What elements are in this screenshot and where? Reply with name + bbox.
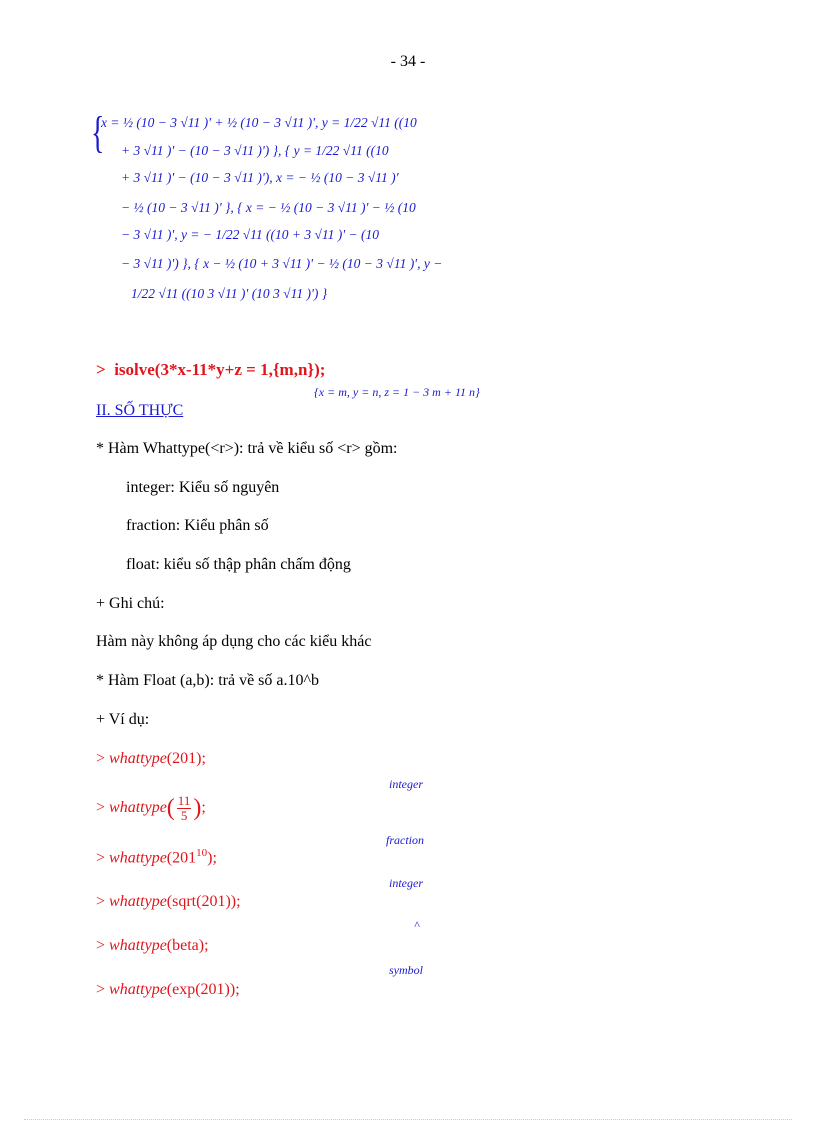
function-argument: (exp(201)); bbox=[166, 981, 240, 998]
prompt-symbol: > bbox=[96, 849, 106, 867]
command-terminator: ; bbox=[201, 799, 206, 817]
float-function: * Hàm Float (a,b): trả về số a.10^b bbox=[96, 672, 320, 689]
prompt-symbol: > bbox=[96, 750, 106, 767]
formula-line-7: 1/22 √11 ((10 3 √11 )' (10 3 √11 )') } bbox=[131, 286, 328, 301]
example-6-command bbox=[96, 981, 240, 999]
function-name: whattype bbox=[109, 981, 167, 998]
isolve-command bbox=[96, 360, 325, 380]
example-1-output: integer bbox=[389, 777, 423, 791]
example-4-output: ^ bbox=[414, 918, 420, 932]
function-argument: (201); bbox=[166, 750, 206, 767]
function-name: whattype bbox=[109, 937, 167, 954]
prompt-symbol: > bbox=[96, 893, 106, 910]
open-brace: { bbox=[91, 108, 105, 159]
example-4-command bbox=[96, 893, 241, 911]
formula-line-6: − 3 √11 )') }, { x − ½ (10 + 3 √11 )' − ½ (10 − 3 √11 )', y − bbox=[121, 256, 443, 271]
prompt-symbol: > bbox=[96, 981, 106, 998]
section-heading: II. SỐ THỰC bbox=[96, 402, 184, 419]
note-text: Hàm này không áp dụng cho các kiểu khác bbox=[96, 633, 372, 650]
formula-line-3: + 3 √11 )' − (10 − 3 √11 )'), x = − ½ (10 − 3 √11 )' bbox=[121, 170, 399, 185]
footer-divider bbox=[24, 1119, 792, 1120]
formula-line-4: − ½ (10 − 3 √11 )' }, { x = − ½ (10 − 3 √11 )' − ½ (10 bbox=[121, 200, 416, 215]
example-2-command: > whattype( $\frac{11}{5}$ ); bbox=[96, 793, 206, 823]
function-argument: (sqrt(201)); bbox=[166, 893, 241, 910]
example-1-command bbox=[96, 750, 206, 768]
example-5-output: symbol bbox=[389, 963, 423, 977]
command-terminator: ); bbox=[207, 849, 217, 867]
float-item: float: kiểu số thập phân chấm động bbox=[126, 556, 351, 573]
power-base: (201 bbox=[166, 849, 197, 867]
fraction-item: fraction: Kiểu phân số bbox=[126, 517, 269, 534]
formula-line-1: x = ½ (10 − 3 √11 )' + ½ (10 − 3 √11 )', y = 1/22 √11 ((10 bbox=[101, 115, 417, 130]
note-label: + Ghi chú: bbox=[96, 595, 165, 612]
formula-line-5: − 3 √11 )', y = − 1/22 √11 ((10 + 3 √11 )' − (10 bbox=[121, 227, 380, 242]
solution-formula-block bbox=[91, 108, 517, 308]
formula-line-2: + 3 √11 )' − (10 − 3 √11 )') }, { y = 1/22 √11 ((10 bbox=[121, 143, 389, 158]
whattype-intro: * Hàm Whattype(<r>): trả về kiểu số <r> gồm: bbox=[96, 440, 398, 457]
prompt-symbol: > bbox=[96, 360, 106, 379]
function-name: whattype bbox=[109, 849, 167, 867]
example-3-output: integer bbox=[389, 876, 423, 890]
function-name: whattype bbox=[109, 893, 167, 910]
example-label: + Ví dụ: bbox=[96, 711, 150, 728]
example-2-output: fraction bbox=[386, 833, 424, 847]
function-argument: (beta); bbox=[166, 937, 209, 954]
example-3-command bbox=[96, 847, 217, 867]
prompt-symbol: > bbox=[96, 799, 106, 817]
fraction-numerator: 11 bbox=[177, 793, 191, 808]
isolve-command-text: isolve(3*x-11*y+z = 1,{m,n}); bbox=[114, 360, 326, 379]
isolve-output: {x = m, y = n, z = 1 − 3 m + 11 n} bbox=[314, 385, 480, 399]
function-name: whattype bbox=[109, 799, 167, 817]
page-number: - 34 - bbox=[390, 53, 426, 70]
power-exponent: 10 bbox=[196, 847, 208, 859]
function-name: whattype bbox=[109, 750, 167, 767]
fraction-denominator: 5 bbox=[180, 808, 188, 823]
prompt-symbol: > bbox=[96, 937, 106, 954]
example-5-command bbox=[96, 937, 209, 955]
integer-item: integer: Kiểu số nguyên bbox=[126, 479, 280, 496]
